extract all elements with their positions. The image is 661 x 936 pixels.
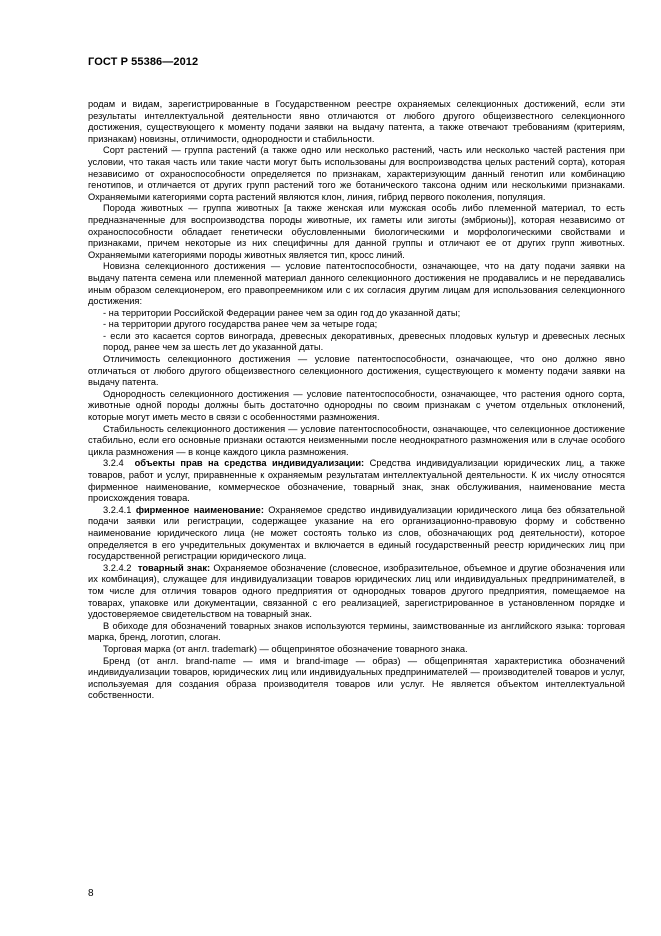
clause-text: Охраняемое обозначение (словесное, изобразительное, объемное и другие обозначения или их комбинация), служащее для индивидуализации товаров юридических лиц или индивидуальных предпринимателей, в том числе для отличия товаров одного предприятия от однородных товаров другого предприятия, помещаемое на товарах, упаковке или документации, связанной с его реализацией, зарегистрированное в установленном порядке и удостоверяемое свидетельством на товарный знак. (88, 562, 625, 620)
paragraph-uniformity: Однородность селекционного достижения — условие патентоспособности, означающее, что растения одного сорта, животные одной породы должны быть достаточно однородны по своим признакам с учетом отдельных отклонений, которые могут иметь место в связи с особенностями размножения. (88, 388, 625, 423)
paragraph-distinctness: Отличимость селекционного достижения — условие патентоспособности, означающее, что оно должно явно отличаться от любого другого общеизвестного селекционного достижения, существующего к моменту подачи заявки на выдачу патента. (88, 354, 625, 388)
list-item-other-state: - на территории другого государства ранее чем за четыре года; (103, 319, 378, 330)
clause-number: 3.2.4.2 (103, 562, 132, 573)
document-body (88, 99, 625, 702)
paragraph-english-terms: В обиходе для обозначений товарных знаков используются термины, заимствованные из английского языка: торговая марка, бренд, логотип, слоган. (88, 620, 625, 643)
paragraph-trademark: Торговая марка (от англ. trademark) — общепринятое обозначение товарного знака. (103, 643, 468, 654)
paragraph-brand: Бренд (от англ. brand-name — имя и brand-image — образ) — общепринятая характеристика обозначений индивидуализации товаров, юридических лиц или индивидуальных предпринимателей — производителей товаров и услуг, используемая для создания образа производителя товаров или услуг. Не является объектом интеллектуальной собственности. (88, 655, 625, 701)
document-header: ГОСТ Р 55386—2012 (88, 56, 199, 68)
clause-term: товарный знак: (137, 562, 211, 573)
paragraph-continuation: родам и видам, зарегистрированные в Государственном реестре охраняемых селекционных достижений, если эти результаты интеллектуальной деятельности явно отличаются от любого другого общеизвестного селекционного достижения, существующего к моменту подачи заявки на выдачу патента, а также отвечают требованиям (критериям, признакам) новизны, отличимости, однородности и стабильности. (88, 99, 625, 144)
paragraph-stability: Стабильность селекционного достижения — условие патентоспособности, означающее, что селекционное достижение стабильно, если его основные признаки остаются неизменными после неоднократного размножения или в случае особого цикла размножения — в конце каждого цикла размножения. (88, 423, 625, 457)
clause-text: Средства индивидуализации юридических лиц, а также товаров, работ и услуг, приравненные к охраняемым результатам интеллектуальной деятельности. К их числу относятся фирменное наименование, коммерческое обозначение, товарный знак, знак обслуживания, наименование места происхождения товара. (88, 458, 625, 504)
page-number: 8 (88, 888, 94, 899)
clause-term: фирменное наименование: (135, 504, 264, 515)
list-item-russia: - на территории Российской Федерации ранее чем за один год до указанной даты; (103, 307, 461, 318)
clause-3-2-4 (88, 458, 625, 504)
list-item-trees: - если это касается сортов винограда, древесных декоративных, древесных плодовых культур и древесных лесных пород, ранее чем за шесть лет до указанной даты. (103, 330, 625, 353)
clause-term: объекты прав на средства индивидуализации: (134, 458, 365, 469)
clause-number: 3.2.4.1 (103, 504, 132, 515)
paragraph-plant-variety: Сорт растений — группа растений (а также одно или несколько растений, часть или несколько частей растения при условии, что такая часть или такие части могут быть использованы для воспроизводства целых растений сорта), которая независимо от охраноспособности определяется по признакам, характеризующим данный генотип или комбинацию генотипов, и отличается от других групп растений того же ботанического таксона одним или несколькими признаками. Охраняемыми категориями сорта растений являются клон, линия, гибрид первого поколения, популяция. (88, 145, 625, 202)
clause-text: Охраняемое средство индивидуализации юридического лица без обязательной подачи заявки или регистрации, содержащее указание на его организационно-правовую форму и собственно наименование юридического лица (не может состоять только из слов, обозначающих род деятельности), которое определяется в его учредительных документах и включается в единый государственный реестр юридических лиц при государственной регистрации юридического лица. (88, 504, 625, 562)
clause-3-2-4-1 (88, 505, 625, 563)
clause-number: 3.2.4 (103, 458, 124, 469)
clause-3-2-4-2 (88, 563, 625, 621)
paragraph-animal-breed: Порода животных — группа животных [а также женская или мужская особь либо племенной материал, то есть предназначенные для воспроизводства породы животные, их гаметы или зиготы (эмбрионы)], которая независимо от охраноспособности обладает генетически обусловленными биологическими и морфологическими свойствами и признаками, причем некоторые из них специфичны для данной группы и отличают ее от других групп животных. Охраняемыми категориями породы животных является тип, кросс линий. (88, 203, 625, 260)
paragraph-novelty: Новизна селекционного достижения — условие патентоспособности, означающее, что на дату подачи заявки на выдачу патента семена или племенной материал данного селекционного достижения не продавались и не передавались иным образом селекционером, его правопреемником или с их согласия другим лицам для использования селекционного достижения: (88, 261, 625, 307)
